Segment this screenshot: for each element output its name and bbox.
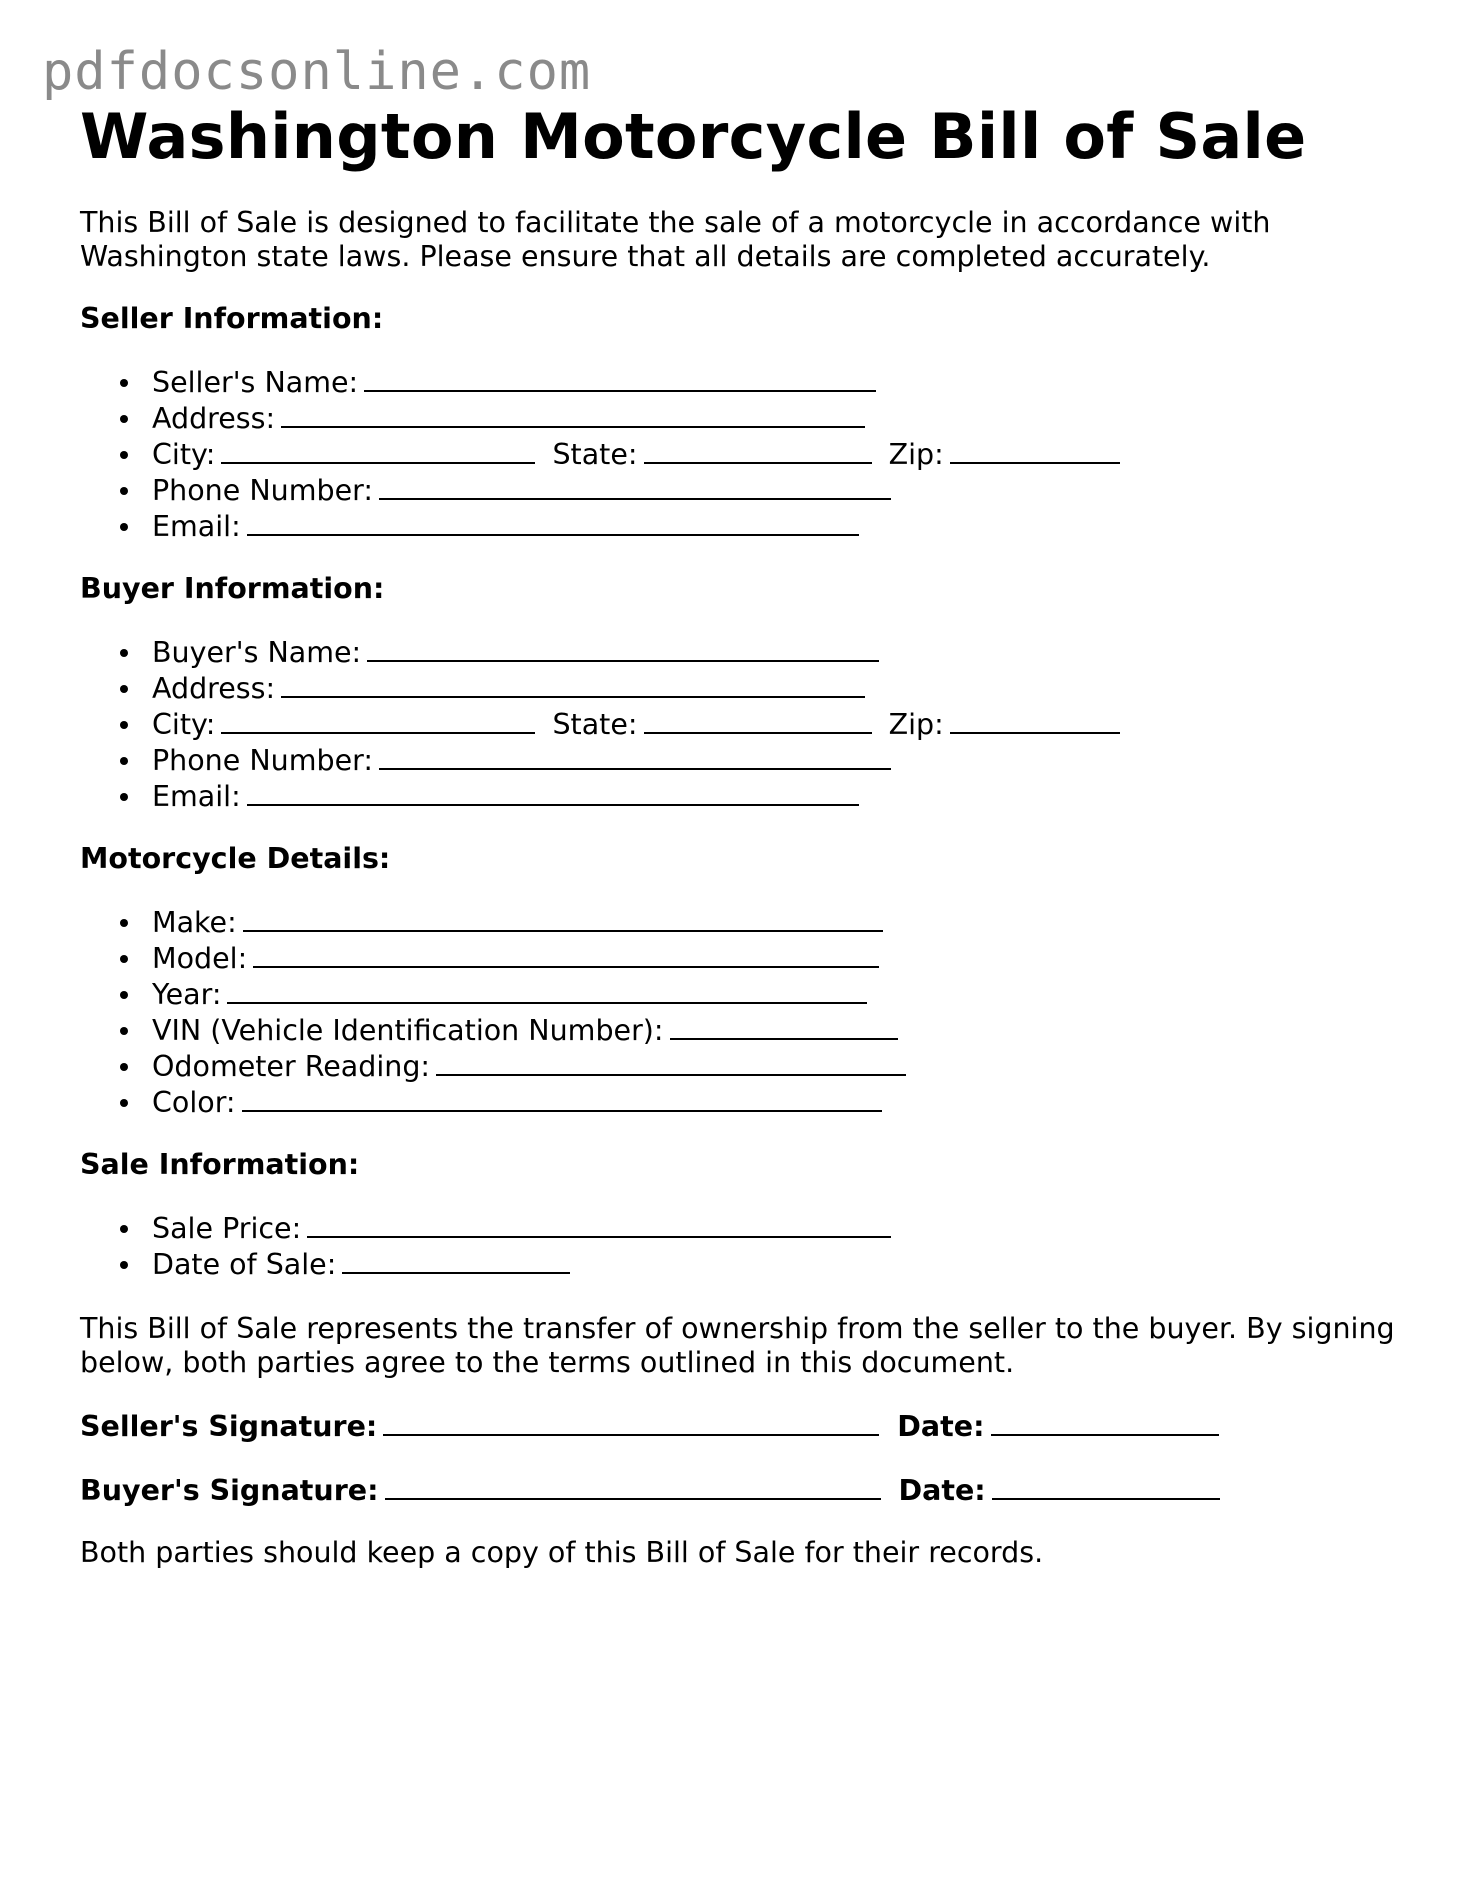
seller-zip-label: Zip: [888, 438, 944, 472]
seller-phone-label: Phone Number: [152, 474, 373, 508]
document-page [80, 100, 1400, 1570]
make-label: Make: [152, 906, 237, 940]
seller-signature-row [80, 1408, 1400, 1444]
model-field[interactable] [253, 940, 879, 968]
list-item [120, 1210, 1400, 1246]
buyer-email-field[interactable] [247, 778, 859, 806]
buyer-phone-field[interactable] [379, 742, 891, 770]
sale-price-label: Sale Price: [152, 1212, 302, 1246]
odometer-field[interactable] [436, 1048, 906, 1076]
buyer-address-label: Address: [152, 672, 276, 706]
model-label: Model: [152, 942, 248, 976]
list-item [120, 742, 1400, 778]
list-item [120, 706, 1400, 742]
list-item [120, 436, 1400, 472]
seller-state-field[interactable] [644, 436, 872, 464]
seller-section-heading: Seller Information: [80, 302, 384, 336]
buyer-address-field[interactable] [281, 670, 865, 698]
sale-section-heading: Sale Information: [80, 1148, 360, 1182]
watermark: pdfdocsonline.com [42, 42, 592, 102]
buyer-city-label: City: [152, 708, 216, 742]
list-item [120, 904, 1400, 940]
buyer-email-label: Email: [152, 780, 241, 814]
sale-price-field[interactable] [307, 1210, 891, 1238]
seller-signature-label: Seller's Signature: [80, 1410, 378, 1444]
seller-email-field[interactable] [247, 508, 859, 536]
year-field[interactable] [227, 976, 867, 1004]
color-field[interactable] [242, 1084, 882, 1112]
buyer-date-field[interactable] [992, 1472, 1220, 1500]
list-item [120, 670, 1400, 706]
buyer-zip-field[interactable] [950, 706, 1120, 734]
buyer-state-label: State: [552, 708, 638, 742]
list-item [120, 1246, 1400, 1282]
list-item [120, 778, 1400, 814]
buyer-city-field[interactable] [221, 706, 535, 734]
seller-city-field[interactable] [221, 436, 535, 464]
seller-state-label: State: [552, 438, 638, 472]
intro-paragraph: This Bill of Sale is designed to facilitate the sale of a motorcycle in accordance with Washington state laws. Please ensure that all details are completed accurately. [80, 206, 1271, 274]
list-item [120, 364, 1400, 400]
document-title: Washington Motorcycle Bill of Sale [80, 100, 1307, 173]
list-item [120, 976, 1400, 1012]
list-item [120, 508, 1400, 544]
list-item [120, 940, 1400, 976]
seller-email-label: Email: [152, 510, 241, 544]
year-label: Year: [152, 978, 222, 1012]
buyer-name-label: Buyer's Name: [152, 636, 362, 670]
buyer-signature-label: Buyer's Signature: [80, 1474, 379, 1508]
list-item [120, 1084, 1400, 1120]
seller-date-field[interactable] [991, 1408, 1219, 1436]
buyer-state-field[interactable] [644, 706, 872, 734]
buyer-signature-field[interactable] [385, 1472, 881, 1500]
list-item [120, 1012, 1400, 1048]
seller-name-label: Seller's Name: [152, 366, 359, 400]
seller-zip-field[interactable] [950, 436, 1120, 464]
sale-date-label: Date of Sale: [152, 1248, 337, 1282]
closing-paragraph: Both parties should keep a copy of this Bill of Sale for their records. [80, 1536, 1044, 1570]
motorcycle-section-heading: Motorcycle Details: [80, 842, 391, 876]
seller-phone-field[interactable] [379, 472, 891, 500]
seller-address-field[interactable] [281, 400, 865, 428]
seller-fields-list [80, 364, 1400, 544]
sale-fields-list [80, 1210, 1400, 1282]
buyer-date-label: Date: [898, 1474, 986, 1508]
seller-signature-field[interactable] [383, 1408, 879, 1436]
color-label: Color: [152, 1086, 236, 1120]
vin-field[interactable] [670, 1012, 898, 1040]
vin-label: VIN (Vehicle Identification Number): [152, 1014, 664, 1048]
list-item [120, 1048, 1400, 1084]
motorcycle-fields-list [80, 904, 1400, 1120]
transfer-paragraph: This Bill of Sale represents the transfer of ownership from the seller to the buyer. By signing below, both parties agree to the terms outlined in this document. [80, 1312, 1395, 1380]
buyer-section-heading: Buyer Information: [80, 572, 385, 606]
list-item [120, 472, 1400, 508]
list-item [120, 634, 1400, 670]
seller-city-label: City: [152, 438, 216, 472]
buyer-phone-label: Phone Number: [152, 744, 373, 778]
odometer-label: Odometer Reading: [152, 1050, 431, 1084]
seller-name-field[interactable] [364, 364, 876, 392]
buyer-name-field[interactable] [367, 634, 879, 662]
buyer-signature-row [80, 1472, 1400, 1508]
buyer-fields-list [80, 634, 1400, 814]
seller-date-label: Date: [897, 1410, 985, 1444]
seller-address-label: Address: [152, 402, 276, 436]
buyer-zip-label: Zip: [888, 708, 944, 742]
make-field[interactable] [243, 904, 883, 932]
sale-date-field[interactable] [342, 1246, 570, 1274]
list-item [120, 400, 1400, 436]
